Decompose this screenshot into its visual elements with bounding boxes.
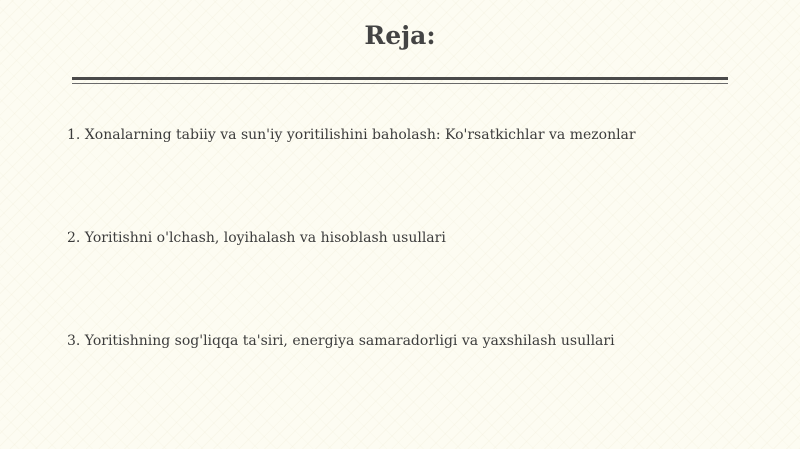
plan-item-3: 3. Yoritishning sog'liqqa ta'siri, energiya samaradorligi va yaxshilash usullari xyxy=(67,333,615,349)
divider-thin-line xyxy=(72,83,728,84)
plan-item-2: 2. Yoritishni o'lchash, loyihalash va hisoblash usullari xyxy=(67,230,446,246)
divider-thick-line xyxy=(72,77,728,80)
slide-title: Reja: xyxy=(364,21,436,50)
title-divider xyxy=(72,77,728,87)
plan-item-1: 1. Xonalarning tabiiy va sun'iy yoritilishini baholash: Ko'rsatkichlar va mezonlar xyxy=(67,127,636,143)
